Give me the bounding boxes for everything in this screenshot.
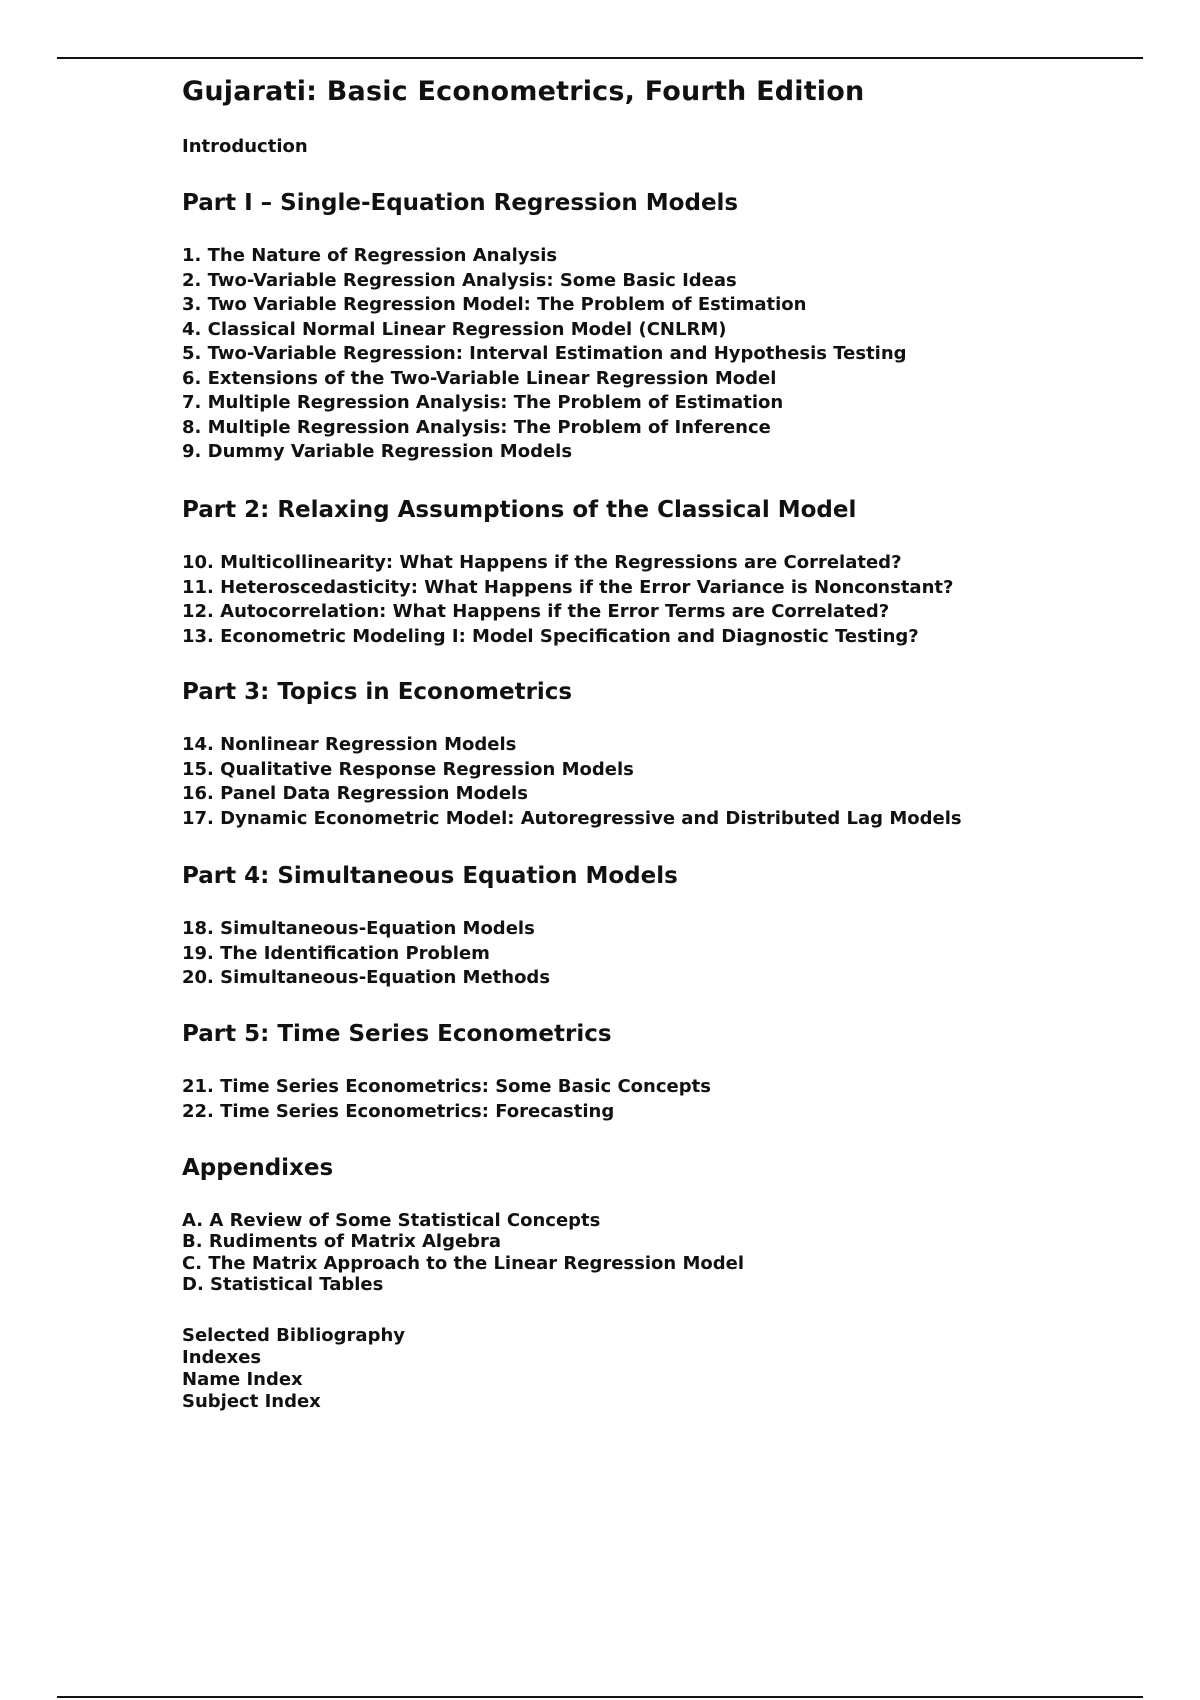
chapter-item: 1. The Nature of Regression Analysis	[182, 245, 558, 266]
chapter-item: 7. Multiple Regression Analysis: The Problem of Estimation	[182, 392, 784, 413]
chapter-item: 8. Multiple Regression Analysis: The Problem of Inference	[182, 416, 771, 438]
part-2-heading: Part 2: Relaxing Assumptions of the Classical Model	[182, 497, 857, 523]
introduction-entry: Introduction	[182, 136, 308, 157]
chapter-item: 16. Panel Data Regression Models	[182, 783, 528, 804]
part-5-heading: Part 5: Time Series Econometrics	[182, 1021, 612, 1047]
chapter-item: 14. Nonlinear Regression Models	[182, 734, 517, 755]
chapter-item: 11. Heteroscedasticity: What Happens if the Error Variance is Nonconstant?	[182, 576, 954, 598]
back-matter-item: Indexes	[182, 1347, 262, 1368]
chapter-item: 9. Dummy Variable Regression Models	[182, 441, 573, 462]
table-of-contents	[182, 72, 1102, 1412]
chapter-item: 4. Classical Normal Linear Regression Model (CNLRM)	[182, 318, 727, 340]
back-matter-item: Name Index	[182, 1369, 303, 1390]
back-matter-list	[182, 1325, 405, 1413]
part-1-chapter-list	[182, 244, 907, 465]
appendix-item: D. Statistical Tables	[182, 1273, 384, 1295]
part-4-chapter-list	[182, 917, 550, 991]
document-title: Gujarati: Basic Econometrics, Fourth Edition	[182, 76, 865, 107]
appendix-item: A. A Review of Some Statistical Concepts	[182, 1210, 601, 1231]
chapter-item: 13. Econometric Modeling I: Model Specification and Diagnostic Testing?	[182, 625, 919, 647]
part-1-heading: Part I – Single-Equation Regression Models	[182, 190, 739, 216]
chapter-item: 21. Time Series Econometrics: Some Basic Concepts	[182, 1076, 711, 1097]
appendixes-heading: Appendixes	[182, 1155, 334, 1181]
part-2-chapter-list	[182, 551, 953, 649]
part-5-chapter-list	[182, 1075, 711, 1124]
top-rule	[57, 57, 1143, 59]
appendix-item: B. Rudiments of Matrix Algebra	[182, 1231, 502, 1253]
chapter-item: 19. The Identification Problem	[182, 942, 490, 964]
part-3-heading: Part 3: Topics in Econometrics	[182, 679, 573, 705]
chapter-item: 10. Multicollinearity: What Happens if the Regressions are Correlated?	[182, 552, 902, 573]
part-4-heading: Part 4: Simultaneous Equation Models	[182, 863, 678, 889]
appendix-list	[182, 1210, 744, 1295]
back-matter-item: Selected Bibliography	[182, 1325, 406, 1346]
chapter-item: 22. Time Series Econometrics: Forecasting	[182, 1100, 615, 1122]
part-3-chapter-list	[182, 733, 962, 831]
chapter-item: 3. Two Variable Regression Model: The Problem of Estimation	[182, 294, 807, 315]
chapter-item: 6. Extensions of the Two-Variable Linear Regression Model	[182, 367, 777, 389]
back-matter-item: Subject Index	[182, 1391, 321, 1412]
chapter-item: 17. Dynamic Econometric Model: Autoregressive and Distributed Lag Models	[182, 807, 962, 829]
chapter-item: 18. Simultaneous-Equation Models	[182, 918, 535, 939]
bottom-rule	[57, 1696, 1143, 1698]
chapter-item: 12. Autocorrelation: What Happens if the Error Terms are Correlated?	[182, 601, 890, 622]
chapter-item: 20. Simultaneous-Equation Methods	[182, 967, 551, 988]
chapter-item: 2. Two-Variable Regression Analysis: Some Basic Ideas	[182, 269, 737, 291]
chapter-item: 15. Qualitative Response Regression Models	[182, 758, 634, 780]
appendix-item: C. The Matrix Approach to the Linear Regression Model	[182, 1252, 745, 1274]
chapter-item: 5. Two-Variable Regression: Interval Estimation and Hypothesis Testing	[182, 343, 907, 364]
